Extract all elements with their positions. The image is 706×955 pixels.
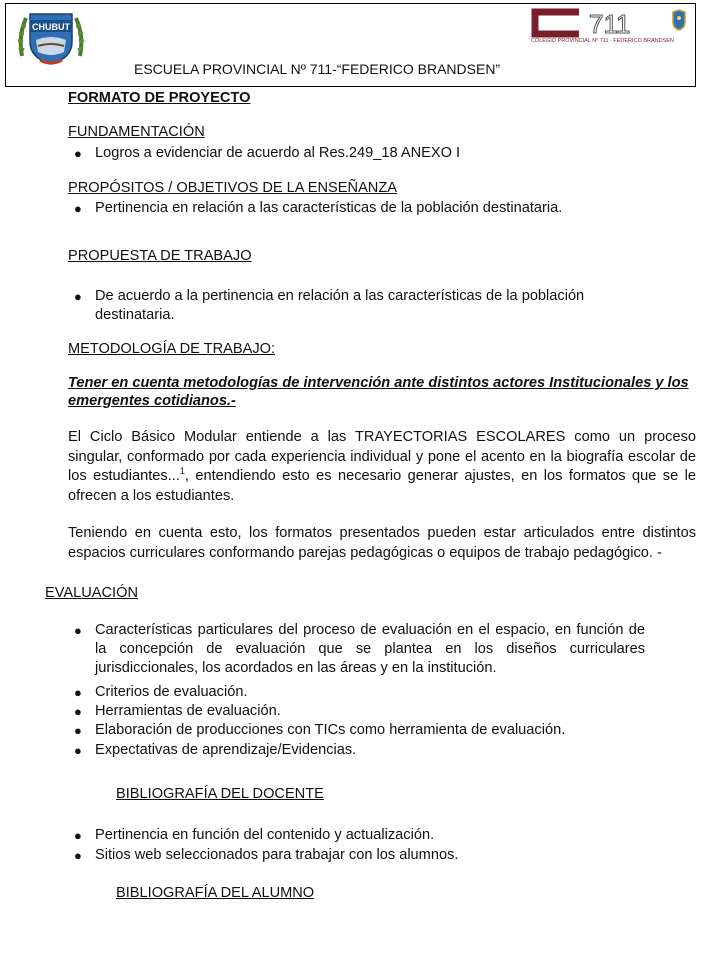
bullet-icon: ●	[74, 685, 82, 700]
chubut-crest-logo	[16, 6, 86, 68]
footnote-mark: 1	[179, 466, 185, 477]
bullet-icon: ●	[74, 289, 82, 304]
logo-number: 711	[589, 9, 631, 39]
page-title: FORMATO DE PROYECTO	[68, 90, 251, 106]
section-heading-bibliografia-docente: BIBLIOGRAFÍA DEL DOCENTE	[116, 786, 324, 802]
list-item: ● De acuerdo a la pertinencia en relación a las características de la población destinataria.	[74, 288, 585, 323]
document-header	[5, 3, 696, 87]
crest-text: CHUBUT	[32, 22, 70, 32]
list-item: ● Herramientas de evaluación.	[74, 703, 281, 719]
colegio-711-logo	[527, 6, 692, 44]
bullet-icon: ●	[74, 623, 82, 638]
bullet-icon: ●	[74, 723, 82, 738]
section-heading-propuesta: PROPUESTA DE TRABAJO	[68, 248, 252, 264]
section-heading-bibliografia-alumno: BIBLIOGRAFÍA DEL ALUMNO	[116, 885, 315, 901]
paragraph-articulacion: Teniendo en cuenta esto, los formatos presentados pueden estar articulados entre distintos espacios curriculares conformando parejas pedagógicas o equipos de trabajo pedagógico. -	[68, 525, 696, 561]
school-name: ESCUELA PROVINCIAL Nº 711-“FEDERICO BRANDSEN”	[134, 61, 501, 77]
section-heading-fundamentacion: FUNDAMENTACIÓN	[68, 124, 205, 140]
section-heading-metodologia: METODOLOGÍA DE TRABAJO:	[68, 341, 276, 357]
list-item: ● Logros a evidenciar de acuerdo al Res.249_18 ANEXO I	[74, 145, 461, 161]
logo-caption: COLEGIO PROVINCIAL Nº 711 · FEDERICO BRANDSEN	[531, 38, 674, 44]
bullet-icon: ●	[74, 848, 82, 863]
section-heading-evaluacion: EVALUACIÓN	[45, 585, 138, 601]
list-item: ● Pertinencia en función del contenido y actualización.	[74, 827, 435, 843]
section-heading-propositos: PROPÓSITOS / OBJETIVOS DE LA ENSEÑANZA	[68, 180, 397, 196]
bullet-icon: ●	[74, 146, 82, 161]
list-item: ● Elaboración de producciones con TICs como herramienta de evaluación.	[74, 722, 566, 738]
emphasis-note: Tener en cuenta metodologías de intervención ante distintos actores Institucionales y los emergentes cotidianos.-	[68, 375, 689, 409]
paragraph-trayectorias: El Ciclo Básico Modular entiende a las TRAYECTORIAS ESCOLARES como un proceso singular, conformado por cada experiencia individual y pone el acento en la biografía escolar de los estudiantes...$^1$, entendiendo esto es necesario generar ajustes, en los formatos que se le ofrecen a los estudiantes.	[68, 429, 696, 504]
bullet-icon: ●	[74, 201, 82, 216]
list-item: ● Pertinencia en relación a las características de la población destinataria.	[74, 200, 563, 216]
bullet-icon: ●	[74, 743, 82, 758]
list-item: ● Expectativas de aprendizaje/Evidencias.	[74, 742, 357, 758]
list-item: ● Características particulares del proceso de evaluación en el espacio, en función de la concepción de evaluación que se plantea en los diseños curriculares jurisdiccionales, los acordados en las áreas y en la institución.	[74, 622, 645, 676]
bullet-icon: ●	[74, 704, 82, 719]
bullet-icon: ●	[74, 828, 82, 843]
list-item: ● Criterios de evaluación.	[74, 684, 248, 700]
list-item: ● Sitios web seleccionados para trabajar con los alumnos.	[74, 847, 459, 863]
